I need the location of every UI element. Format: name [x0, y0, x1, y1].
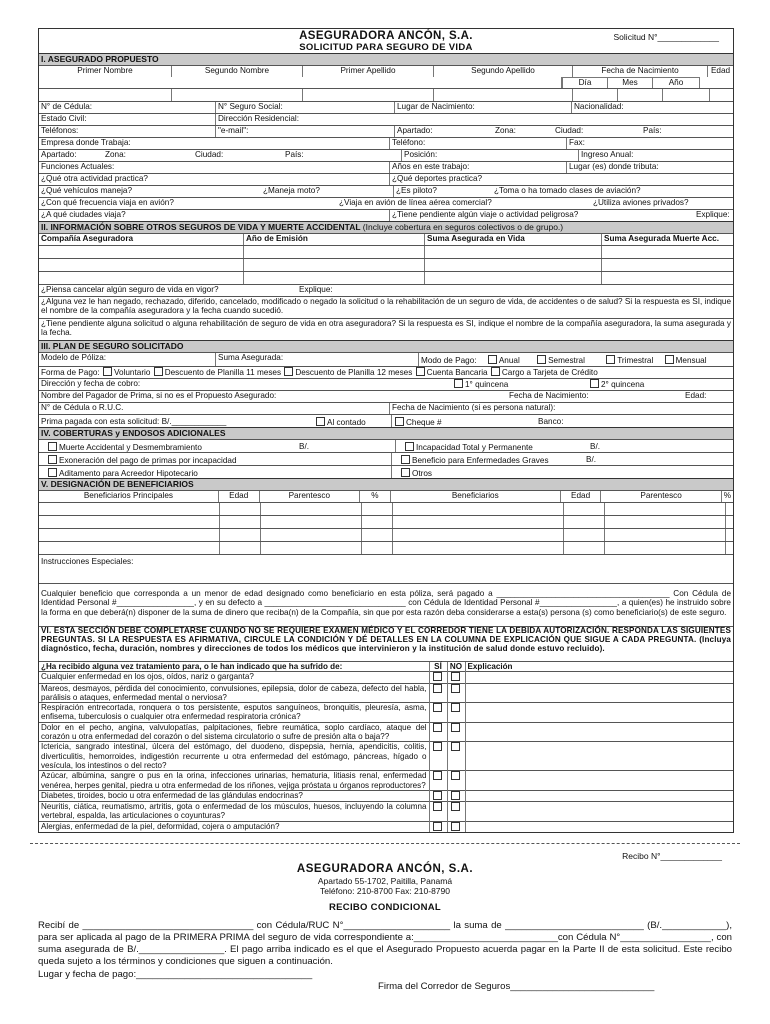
insurance-row[interactable]	[39, 258, 733, 271]
voluntary-checkbox[interactable]	[103, 367, 112, 376]
health-question-row	[39, 742, 733, 771]
explanation-field[interactable]	[465, 683, 733, 703]
aviation-label: ¿Toma o ha tomado clases de aviación?	[494, 186, 641, 195]
annual-income-label: Ingreso Anual:	[578, 150, 733, 161]
minor-beneficiary-clause: Cualquier beneficio que corresponda a un menor de edad designado como beneficiario en esta póliza, será pagado a ______________________________________ Con Cédula de Identidad Personal #_________________, y en su defecto a _______________________________ con Cédula de Identidad Personal #_________________, a quien(es) he instruido sobre la forma en que deberá(n) disponer de la suma de dinero que reciba(n) de la Compañía, sin que por esta razón deba considerarse a esta(s) persona (s) como beneficiario(s) de este seguro.	[39, 583, 733, 626]
payment-mode-group	[418, 353, 733, 366]
beneficiary-col: Beneficiarios Principales	[83, 491, 174, 500]
insurance-row[interactable]	[39, 271, 733, 284]
health-question: Azúcar, albúmina, sangre o pus en la orina, infecciones urinarias, hematuria, litiasis renal, enfermedad venérea, herpes genital, piedra u otra enfermedad de los riñones, vejiga próstata u órganos reproductores?	[39, 771, 429, 791]
dangerous-trip-label: ¿Tiene pendiente algún viaje o actividad peligrosa?	[389, 210, 694, 221]
first-name-field[interactable]	[39, 89, 171, 101]
form-header	[39, 29, 733, 53]
pilot-label: ¿Es piloto?	[393, 186, 492, 197]
cancel-row[interactable]	[39, 284, 733, 296]
explanation-field[interactable]	[465, 790, 733, 801]
special-instructions[interactable]: Instrucciones Especiales:	[39, 554, 733, 583]
health-question-row	[39, 821, 733, 832]
section-3-heading: III. PLAN DE SEGURO SOLICITADO	[39, 340, 733, 352]
home-address-label: Dirección Residencial:	[215, 114, 733, 125]
yes-col: SÍ	[429, 662, 447, 672]
cut-line	[30, 843, 740, 844]
coverage-row	[39, 465, 733, 478]
health-questions-table	[39, 661, 733, 832]
year-col: Año de Emisión	[243, 234, 424, 245]
yes-checkbox[interactable]	[433, 791, 442, 800]
other-activity-label: ¿Qué otra actividad practica?	[41, 174, 148, 183]
receipt-phone: Teléfono: 210-8700 Fax: 210-8790	[320, 886, 450, 897]
monthly-checkbox[interactable]	[665, 355, 674, 364]
payroll12-label: Descuento de Planilla 12 meses	[295, 368, 413, 377]
beneficiary-header-row	[39, 490, 733, 502]
coverage-row	[39, 439, 733, 452]
yes-checkbox[interactable]	[433, 672, 442, 681]
payroll12-checkbox[interactable]	[284, 367, 293, 376]
first-surname-label: Primer Apellido	[302, 66, 433, 77]
zone-label: Zona:	[495, 126, 516, 135]
work-city-label: Ciudad:	[195, 150, 224, 159]
vehicles-row[interactable]	[39, 185, 733, 197]
no-checkbox[interactable]	[451, 703, 460, 712]
quarterly-checkbox[interactable]	[606, 355, 615, 364]
functions-label: Funciones Actuales:	[41, 162, 115, 171]
years-job-label: Años en este trabajo:	[389, 162, 566, 173]
second-name-field[interactable]	[171, 89, 302, 101]
health-question-row	[39, 802, 733, 822]
explanation-field[interactable]	[465, 672, 733, 683]
beneficiary-row[interactable]	[39, 502, 733, 515]
receipt-title: RECIBO CONDICIONAL	[328, 902, 441, 914]
second-surname-field[interactable]	[433, 89, 572, 101]
company-col: Compañía Aseguradora	[41, 234, 134, 243]
premium-row[interactable]	[39, 414, 733, 427]
payer-birth-label: Fecha de Nacimiento:	[509, 391, 589, 400]
yes-checkbox[interactable]	[433, 684, 442, 693]
denied-question: ¿Alguna vez le han negado, rechazado, diferido, cancelado, modificado o negado la solicitud o la rehabilitación de un seguro de vida, de accidentes o de salud? Si la respuesta es SI, indique el nombre de la compañía aseguradora y la fecha cuando sucedió.	[39, 296, 733, 318]
po-box-label: Apartado:	[394, 126, 493, 137]
position-label: Posición:	[401, 150, 578, 161]
beneficiary-row[interactable]	[39, 515, 733, 528]
yes-checkbox[interactable]	[433, 771, 442, 780]
day-label: Día	[562, 77, 607, 88]
payroll11-label: Descuento de Planilla 11 meses	[164, 368, 282, 377]
credit-card-checkbox[interactable]	[491, 367, 500, 376]
phones-label: Teléfonos:	[41, 126, 79, 135]
receipt-number[interactable]: Recibo N°_____________	[622, 851, 722, 861]
coverage-label: Muerte Accidental y Desmembramiento	[59, 443, 202, 452]
email-label: "e-mail":	[215, 126, 394, 137]
coverage-label: Incapacidad Total y Permanente	[416, 443, 533, 452]
beneficiary-col: Beneficiarios	[390, 491, 560, 502]
explanation-field[interactable]	[465, 821, 733, 832]
health-question: Mareos, desmayos, pérdida del conocimiento, convulsiones, epilepsia, dolor de cabeza, defecto del habla, parálisis o ataques, enfermedad mental o nerviosa?	[39, 683, 429, 703]
receipt-body: Recibí de ________________________________ con Cédula/RUC N°____________________ la suma de __________________________ (B/.____________), para ser aplicada al pago de la PRIMERA PRIMA del seguro de vida correspondiente a:___________________________con Cédula N°_________________, con suma asegurada de B/.________________. El pago arriba indicado es el que el Asegurado Propuesto acuerda pagar en la Parte II de esta solicitud. Este recibo queda sujeto a los términos y condiciones que siguen a continuación.	[38, 920, 732, 968]
coverage-amount: B/.	[590, 442, 601, 451]
bank-account-label: Cuenta Bancaria	[426, 368, 488, 377]
motorcycle-label: ¿Maneja moto?	[263, 186, 320, 195]
country-label: País:	[643, 126, 662, 135]
coverage-checkbox[interactable]	[405, 442, 414, 451]
cash-checkbox[interactable]	[316, 417, 325, 426]
functions-row[interactable]	[39, 161, 733, 173]
premium-paid-label: Prima pagada con esta solicitud: B/.____________	[41, 417, 227, 426]
health-question: Neuritis, ciática, reumatismo, artritis, gota o enfermedad de los músculos, huesos, incluyendo la columna vertebral, espalda, las articulaciones o coyunturas?	[39, 802, 429, 822]
no-checkbox[interactable]	[451, 672, 460, 681]
coverage-checkbox[interactable]	[48, 468, 57, 477]
section-5-heading: V. DESIGNACIÓN DE BENEFICIARIOS	[39, 478, 733, 490]
section-2-note: (Incluye cobertura en seguros colectivos o de grupo.)	[362, 222, 564, 232]
insurance-header-row	[39, 233, 733, 245]
payment-form-label: Forma de Pago:	[41, 368, 100, 377]
payer-label: Nombre del Pagador de Prima, si no es el Propuesto Asegurado:	[41, 391, 277, 400]
no-checkbox[interactable]	[451, 791, 460, 800]
section-2-heading	[39, 221, 733, 233]
quarterly-label: Trimestral	[617, 356, 654, 365]
no-checkbox[interactable]	[451, 723, 460, 732]
voluntary-label: Voluntario	[114, 368, 151, 377]
cedula-label: N° de Cédula:	[41, 102, 93, 111]
payment-place-date[interactable]: Lugar y fecha de pago:_________________________________	[38, 968, 313, 980]
coverage-amount: B/.	[586, 455, 597, 464]
yes-checkbox[interactable]	[433, 703, 442, 712]
second-fortnight-checkbox[interactable]	[590, 379, 599, 388]
broker-signature[interactable]: Firma del Corredor de Seguros___________________________	[378, 980, 655, 992]
policy-row[interactable]	[39, 352, 733, 366]
health-question: Cualquier enfermedad en los ojos, oídos, nariz o garganta?	[39, 672, 429, 683]
health-question: Respiración entrecortada, ronquera o tos persistente, esputos sanguíneos, bronquitis, pleuresía, asma, enfisema, tuberculosis o cualquier otra enfermedad respiratoria crónica?	[39, 703, 429, 723]
coverage-label: Aditamento para Acreedor Hipotecario	[59, 469, 198, 478]
receipt-company-title: ASEGURADORA ANCÓN, S.A.	[296, 862, 474, 875]
tax-place-label: Lugar (es) donde tributa:	[566, 162, 733, 173]
payment-mode-label: Modo de Pago:	[421, 356, 477, 365]
coverage-label: Otros	[412, 469, 433, 478]
month-label: Mes	[607, 77, 652, 88]
beneficiary-row[interactable]	[39, 528, 733, 541]
coverage-row	[39, 452, 733, 465]
payer-id-row[interactable]	[39, 402, 733, 414]
coverage-amount: B/.	[299, 442, 310, 451]
annual-label: Anual	[498, 356, 520, 365]
check-label: Cheque #	[406, 418, 442, 427]
travel-row[interactable]	[39, 209, 733, 221]
age-col: Edad	[560, 491, 601, 502]
birthplace-label: Lugar de Nacimiento:	[394, 102, 571, 113]
credit-card-label: Cargo a Tarjeta de Crédito	[501, 368, 598, 377]
collection-row[interactable]	[39, 378, 733, 390]
work-country-label: País:	[285, 150, 304, 159]
year-label: Año	[652, 77, 699, 88]
second-surname-label: Segundo Apellido	[433, 66, 572, 77]
annual-checkbox[interactable]	[488, 355, 497, 364]
first-fortnight-label: 1° quincena	[465, 380, 509, 389]
sports-label: ¿Qué deportes practica?	[389, 174, 733, 185]
names-input-row[interactable]	[39, 88, 733, 101]
health-question: Alergias, enfermedad de la piel, deformidad, cojera o amputación?	[39, 821, 429, 832]
nationality-label: Nacionalidad:	[571, 102, 733, 113]
cash-label: Al contado	[327, 418, 366, 427]
health-question-row	[39, 722, 733, 742]
age-label: Edad	[707, 66, 733, 77]
civil-status-label: Estado Civil:	[41, 114, 87, 123]
health-question-header: ¿Ha recibido alguna vez tratamiento para, o le han indicado que ha sufrido de:	[39, 662, 429, 672]
semiannual-label: Semestral	[548, 356, 585, 365]
cancel-explain: Explique:	[299, 285, 333, 294]
no-checkbox[interactable]	[451, 822, 460, 831]
age-col: Edad	[218, 491, 259, 502]
yes-checkbox[interactable]	[433, 802, 442, 811]
private-flight-label: ¿Utiliza aviones privados?	[593, 198, 689, 207]
first-fortnight-checkbox[interactable]	[454, 379, 463, 388]
phones-row[interactable]	[39, 125, 733, 137]
age-field[interactable]	[709, 89, 733, 101]
coverage-checkbox[interactable]	[401, 468, 410, 477]
fax-label: Fax:	[566, 138, 733, 149]
payroll11-checkbox[interactable]	[154, 367, 163, 376]
employer-row[interactable]	[39, 137, 733, 149]
payer-id-label: N° de Cédula o R.U.C.	[41, 403, 124, 412]
flight-row[interactable]	[39, 197, 733, 209]
year-field[interactable]	[662, 89, 709, 101]
no-checkbox[interactable]	[451, 742, 460, 751]
policy-model-label: Modelo de Póliza:	[41, 353, 107, 362]
commercial-flight-label: ¿Viaja en avión de línea aérea comercial?	[339, 198, 492, 207]
employer-label: Empresa donde Trabaja:	[41, 138, 131, 147]
application-form	[38, 28, 734, 833]
work-po-box-label: Apartado:	[41, 150, 77, 159]
form-subtitle: SOLICITUD PARA SEGURO DE VIDA	[299, 42, 473, 54]
insurance-row[interactable]	[39, 245, 733, 258]
life-sum-col: Suma Asegurada en Vida	[424, 234, 601, 245]
pending-question: ¿Tiene pendiente alguna solicitud o alguna rehabilitación de seguro de vida en otra aseguradora? Si la respuesta es SI, indique el nombre de la compañía aseguradora, la suma asegurada y la fecha.	[39, 318, 733, 340]
social-security-label: N° Seguro Social:	[215, 102, 394, 113]
city-label: Ciudad:	[555, 126, 584, 135]
percent-col: %	[359, 491, 390, 502]
beneficiary-row[interactable]	[39, 541, 733, 554]
no-checkbox[interactable]	[451, 771, 460, 780]
explanation-col: Explicación	[465, 662, 733, 672]
solicitud-number[interactable]: Solicitud N°_____________	[613, 32, 719, 42]
first-name-label: Primer Nombre	[77, 66, 133, 75]
explanation-field[interactable]	[465, 802, 733, 822]
coverage-label: Beneficio para Enfermedades Graves	[412, 456, 549, 465]
health-question-row	[39, 672, 733, 683]
health-question-row	[39, 703, 733, 723]
relation-col: Parentesco	[259, 491, 359, 502]
health-question: Dolor en el pecho, angina, valvulopatías, palpitaciones, fiebre reumática, soplo cardíaco, ataque del corazón u otra enfermedad del corazón o del sistema circulatorio o sufre de presión alta o baja??	[39, 722, 429, 742]
bank-account-checkbox[interactable]	[416, 367, 425, 376]
second-fortnight-label: 2° quincena	[601, 380, 645, 389]
health-question-row	[39, 771, 733, 791]
no-checkbox[interactable]	[451, 684, 460, 693]
yes-checkbox[interactable]	[433, 742, 442, 751]
explain-label: Explique:	[696, 210, 730, 219]
no-col: NO	[447, 662, 465, 672]
sum-insured-label: Suma Asegurada:	[215, 353, 418, 366]
section-1-heading: I. ASEGURADO PROPUESTO	[39, 53, 733, 65]
second-name-label: Segundo Nombre	[171, 66, 302, 77]
yes-checkbox[interactable]	[433, 723, 442, 732]
section-6-heading: VI. ESTA SECCIÓN DEBE COMPLETARSE CUANDO NO SE REQUIERE EXAMEN MÉDICO Y EL CORREDOR TIENE LA DEBIDA AUTORIZACIÓN. RESPONDA LAS SIGUIENTES PREGUNTAS. SI LA RESPUESTA ES AFIRMATIVA, CIRCULE LA CONDICIÓN Y DÉ DETALLES EN LA COLUMNA DE EXPLICACIÓN QUE SIGUE A CADA PREGUNTA. (Incluya diagnóstico, fecha, duración, nombres y direcciones de todos los médicos que intervinieron y la institución de salud donde estuvo recluido).	[39, 626, 733, 661]
explanation-field[interactable]	[465, 742, 733, 771]
work-zone-label: Zona:	[105, 150, 126, 159]
receipt-address: Apartado 55-1702, Paitilla, Panamá	[317, 876, 453, 886]
check-checkbox[interactable]	[395, 417, 404, 426]
health-header-row	[39, 662, 733, 672]
payer-row[interactable]	[39, 390, 733, 402]
yes-checkbox[interactable]	[433, 822, 442, 831]
vehicles-label: ¿Qué vehículos maneja?	[41, 186, 133, 195]
flight-frequency-label: ¿Con qué frecuencia viaja en avión?	[41, 198, 174, 207]
coverage-label: Exoneración del pago de primas por incapacidad	[59, 456, 237, 465]
bank-label: Banco:	[538, 417, 564, 426]
accident-sum-col: Suma Asegurada Muerte Acc.	[601, 234, 733, 245]
relation-col: Parentesco	[600, 491, 720, 502]
health-question: Ictericia, sangrado intestinal, úlcera del estómago, del duodeno, dispepsia, hernia, apendicitis, colitis, diverticulitis, hemorroides, indigestión recurrente u otra enfermedad del estómago, páncreas, hígado o vesícula, los intestinos o del recto?	[39, 742, 429, 771]
date-subheader-row	[39, 77, 733, 88]
explanation-field[interactable]	[465, 703, 733, 723]
health-question-row	[39, 683, 733, 703]
explanation-field[interactable]	[465, 771, 733, 791]
civil-row[interactable]	[39, 113, 733, 125]
id-row[interactable]	[39, 101, 733, 113]
birthdate-label: Fecha de Nacimiento	[572, 66, 707, 77]
cancel-question: ¿Piensa cancelar algún seguro de vida en vigor?	[41, 285, 219, 294]
payment-form-row	[39, 366, 733, 378]
activity-row[interactable]	[39, 173, 733, 185]
monthly-label: Mensual	[675, 356, 707, 365]
health-question: Diabetes, tiroides, bocio u otra enfermedad de las glándulas endocrinas?	[39, 790, 429, 801]
work-address-row[interactable]	[39, 149, 733, 161]
month-field[interactable]	[617, 89, 662, 101]
names-header-row	[39, 65, 733, 77]
coverage-checkbox[interactable]	[48, 455, 57, 464]
collection-label: Dirección y fecha de cobro:	[41, 379, 141, 388]
coverage-checkbox[interactable]	[48, 442, 57, 451]
coverage-checkbox[interactable]	[401, 455, 410, 464]
percent-col: %	[721, 491, 733, 502]
payer-age-label: Edad:	[685, 391, 707, 400]
health-question-row	[39, 790, 733, 801]
semiannual-checkbox[interactable]	[537, 355, 546, 364]
explanation-field[interactable]	[465, 722, 733, 742]
day-field[interactable]	[572, 89, 617, 101]
work-phone-label: Teléfono:	[389, 138, 566, 149]
first-surname-field[interactable]	[302, 89, 433, 101]
conditional-receipt	[38, 845, 732, 993]
section-2-title: II. INFORMACIÓN SOBRE OTROS SEGUROS DE VIDA Y MUERTE ACCIDENTAL	[41, 222, 361, 232]
section-4-heading: IV. COBERTURAS y ENDOSOS ADICIONALES	[39, 427, 733, 439]
no-checkbox[interactable]	[451, 802, 460, 811]
company-title: ASEGURADORA ANCÓN, S.A.	[299, 30, 473, 42]
cities-label: ¿A qué ciudades viaja?	[41, 210, 126, 219]
payer-natural-birth-label: Fecha de Nacimiento (si es persona natural):	[389, 403, 733, 414]
